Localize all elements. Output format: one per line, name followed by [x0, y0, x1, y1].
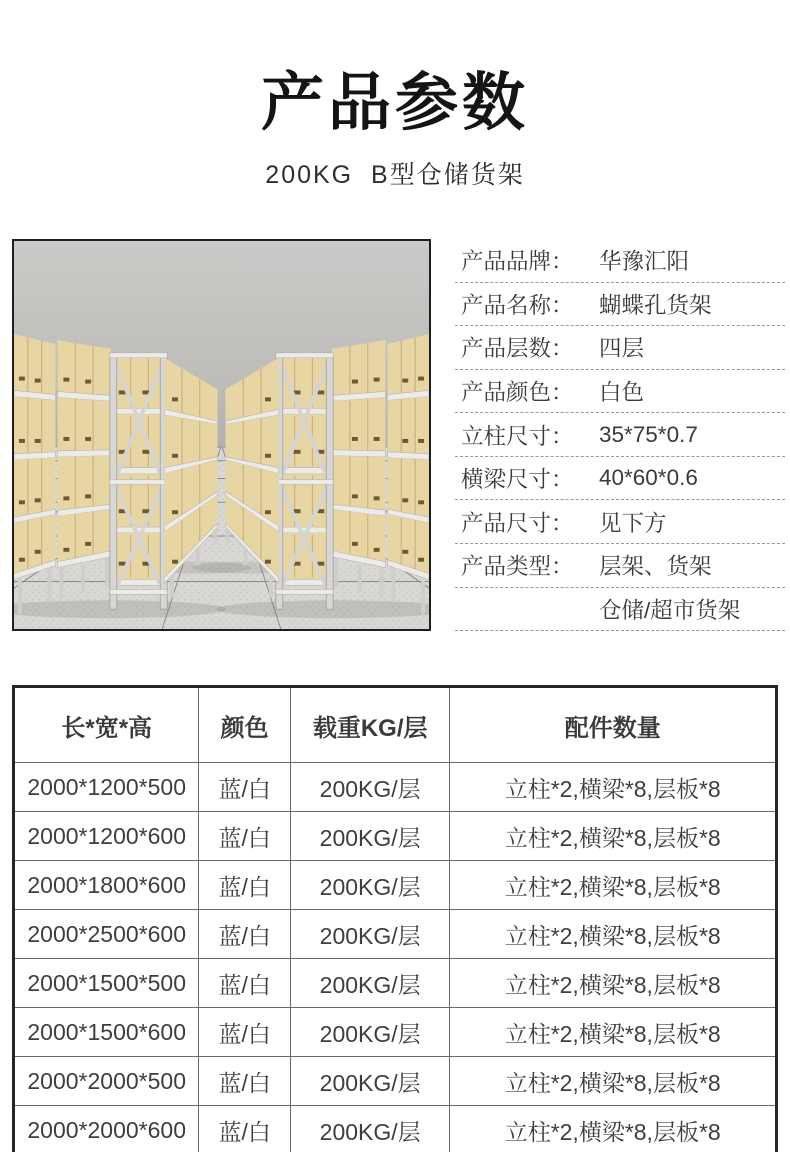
page-title: 产品参数	[261, 68, 529, 138]
table-cell: 蓝/白	[199, 1008, 291, 1057]
spec-row	[455, 544, 785, 588]
table-row	[14, 910, 777, 959]
table-header-cell: 载重KG/层	[290, 687, 449, 763]
table-cell: 200KG/层	[290, 763, 449, 812]
table-row	[14, 1057, 777, 1106]
table-row	[14, 1106, 777, 1152]
spec-value: 仓储/超市货架	[599, 597, 741, 623]
spec-value: 白色	[599, 379, 645, 405]
product-overview-section	[0, 239, 790, 631]
table-header-row	[14, 687, 777, 763]
table-cell: 200KG/层	[290, 959, 449, 1008]
table-cell: 200KG/层	[290, 1057, 449, 1106]
table-cell: 200KG/层	[290, 861, 449, 910]
table-cell: 2000*1500*500	[14, 959, 199, 1008]
spec-row	[455, 283, 785, 327]
table-row	[14, 1008, 777, 1057]
table-cell: 2000*2000*500	[14, 1057, 199, 1106]
table-cell: 立柱*2,横梁*8,层板*8	[450, 1008, 777, 1057]
spec-row	[455, 239, 785, 283]
spec-value: 蝴蝶孔货架	[599, 292, 712, 318]
table-cell: 2000*1500*600	[14, 1008, 199, 1057]
spec-label: 产品品牌：	[461, 249, 574, 275]
spec-label: 产品颜色：	[461, 379, 574, 405]
page-subtitle: 200KG B型仓储货架	[265, 161, 525, 189]
spec-value: 见下方	[599, 510, 667, 536]
table-cell: 蓝/白	[199, 959, 291, 1008]
spec-row	[455, 413, 785, 457]
product-photo	[12, 239, 431, 631]
table-row	[14, 812, 777, 861]
spec-value: 35*75*0.7	[599, 421, 698, 447]
table-cell: 200KG/层	[290, 910, 449, 959]
table-cell: 立柱*2,横梁*8,层板*8	[450, 1106, 777, 1152]
table-cell: 200KG/层	[290, 812, 449, 861]
table-cell: 蓝/白	[199, 1057, 291, 1106]
spec-label: 产品名称：	[461, 292, 574, 318]
table-header-cell: 配件数量	[450, 687, 777, 763]
table-header-cell: 颜色	[199, 687, 291, 763]
spec-row	[455, 370, 785, 414]
table-cell: 立柱*2,横梁*8,层板*8	[450, 861, 777, 910]
table-row	[14, 959, 777, 1008]
table-cell: 蓝/白	[199, 763, 291, 812]
table-cell: 2000*2000*600	[14, 1106, 199, 1152]
spec-row	[455, 588, 785, 632]
table-header-cell: 长*宽*高	[14, 687, 199, 763]
table-cell: 立柱*2,横梁*8,层板*8	[450, 812, 777, 861]
spec-row	[455, 500, 785, 544]
spec-row	[455, 326, 785, 370]
spec-label: 产品层数：	[461, 336, 574, 362]
table-cell: 2000*1200*600	[14, 812, 199, 861]
table-cell: 立柱*2,横梁*8,层板*8	[450, 763, 777, 812]
table-cell: 蓝/白	[199, 861, 291, 910]
table-cell: 2000*1200*500	[14, 763, 199, 812]
table-cell: 2000*1800*600	[14, 861, 199, 910]
warehouse-scene	[14, 241, 429, 629]
table-cell: 蓝/白	[199, 1106, 291, 1152]
page-header	[0, 0, 790, 191]
table-cell: 立柱*2,横梁*8,层板*8	[450, 1057, 777, 1106]
spec-label: 产品类型：	[461, 554, 574, 580]
spec-list	[455, 239, 785, 631]
spec-label: 产品尺寸：	[461, 510, 574, 536]
table-cell: 立柱*2,横梁*8,层板*8	[450, 959, 777, 1008]
table-row	[14, 861, 777, 910]
table-cell: 立柱*2,横梁*8,层板*8	[450, 910, 777, 959]
spec-value: 层架、货架	[599, 554, 712, 580]
spec-row	[455, 457, 785, 501]
table-cell: 2000*2500*600	[14, 910, 199, 959]
table-cell: 蓝/白	[199, 910, 291, 959]
spec-value: 40*60*0.6	[599, 465, 698, 491]
spec-label: 横梁尺寸：	[461, 467, 574, 493]
spec-value: 四层	[599, 336, 645, 362]
table-cell: 200KG/层	[290, 1008, 449, 1057]
spec-table	[12, 685, 778, 1152]
table-body	[14, 763, 777, 1152]
table-row	[14, 763, 777, 812]
spec-label: 立柱尺寸：	[461, 423, 574, 449]
spec-value: 华豫汇阳	[599, 249, 690, 275]
table-cell: 蓝/白	[199, 812, 291, 861]
table-cell: 200KG/层	[290, 1106, 449, 1152]
